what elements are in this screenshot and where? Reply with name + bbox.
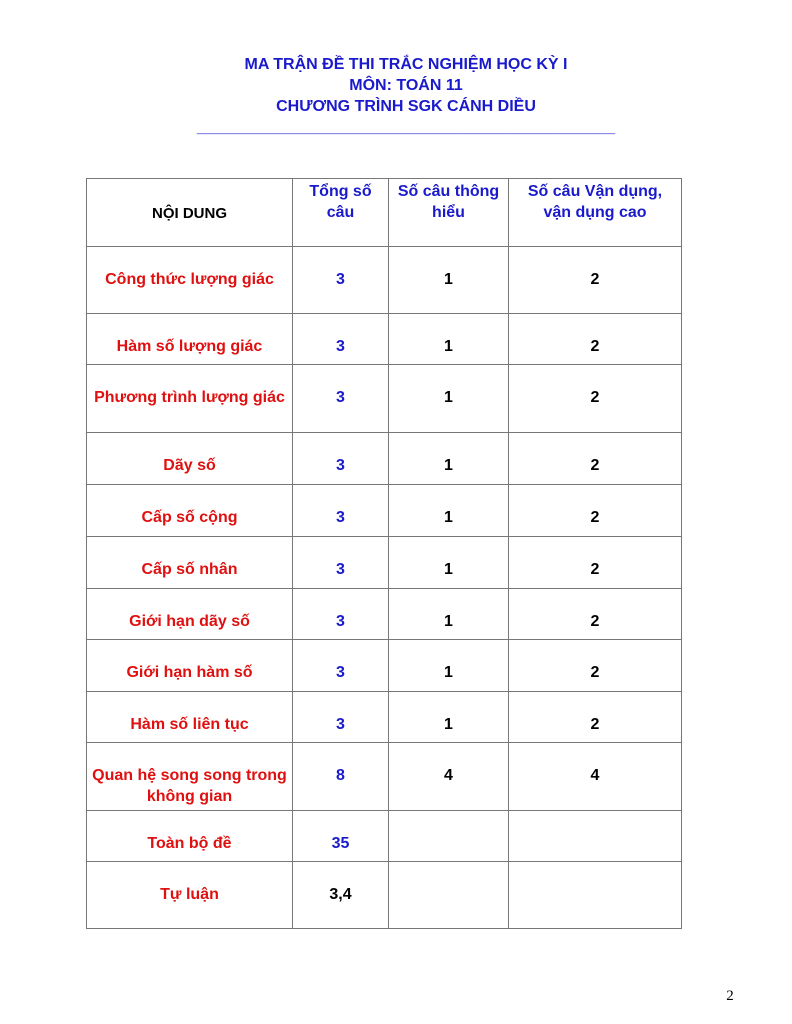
row-application: 2 (509, 314, 682, 365)
page-number: 2 (726, 988, 734, 1004)
table-row (87, 811, 682, 862)
table-row (87, 365, 682, 433)
row-application: 2 (509, 365, 682, 433)
row-topic: Phương trình lượng giác (87, 365, 293, 433)
row-topic: Giới hạn hàm số (87, 640, 293, 692)
row-total: 3 (293, 537, 389, 589)
row-comprehension: 1 (389, 589, 509, 640)
row-application: 2 (509, 247, 682, 314)
row-total: 3 (293, 314, 389, 365)
row-comprehension: 1 (389, 537, 509, 589)
row-topic: Cấp số nhân (87, 537, 293, 589)
table-row (87, 862, 682, 929)
header-total: Tổng số câu (293, 179, 389, 247)
row-application (509, 811, 682, 862)
table-row (87, 589, 682, 640)
document-header (0, 54, 792, 138)
table-row (87, 485, 682, 537)
header-comprehension: Số câu thông hiểu (389, 179, 509, 247)
row-application: 2 (509, 537, 682, 589)
row-application: 2 (509, 692, 682, 743)
row-comprehension: 4 (389, 743, 509, 811)
row-total: 3 (293, 365, 389, 433)
table-row (87, 433, 682, 485)
title-line-2: MÔN: TOÁN 11 (349, 77, 463, 94)
row-comprehension (389, 862, 509, 929)
row-comprehension: 1 (389, 365, 509, 433)
row-application: 2 (509, 589, 682, 640)
row-total: 3 (293, 692, 389, 743)
row-topic: Hàm số liên tục (87, 692, 293, 743)
row-total: 3 (293, 485, 389, 537)
row-comprehension: 1 (389, 692, 509, 743)
row-topic: Cấp số cộng (87, 485, 293, 537)
table-header-row (87, 179, 682, 247)
row-application: 2 (509, 485, 682, 537)
row-total: 3 (293, 640, 389, 692)
row-comprehension: 1 (389, 433, 509, 485)
row-application (509, 862, 682, 929)
row-application: 2 (509, 640, 682, 692)
row-comprehension: 1 (389, 314, 509, 365)
header-content: NỘI DUNG (87, 179, 293, 247)
row-total: 3 (293, 247, 389, 314)
title-underline-rule: _______________________________________________ (196, 119, 616, 136)
row-topic: Giới hạn dãy số (87, 589, 293, 640)
table-row (87, 743, 682, 811)
row-comprehension: 1 (389, 640, 509, 692)
table-row (87, 247, 682, 314)
row-comprehension: 1 (389, 247, 509, 314)
row-application: 4 (509, 743, 682, 811)
row-comprehension (389, 811, 509, 862)
row-total: 3 (293, 589, 389, 640)
row-application: 2 (509, 433, 682, 485)
table-row (87, 537, 682, 589)
row-topic: Toàn bộ đề (87, 811, 293, 862)
row-total: 35 (293, 811, 389, 862)
row-topic: Hàm số lượng giác (87, 314, 293, 365)
header-application: Số câu Vận dụng, vận dụng cao (509, 179, 682, 247)
table-row (87, 314, 682, 365)
row-total: 3,4 (293, 862, 389, 929)
row-total: 3 (293, 433, 389, 485)
row-topic: Quan hệ song song trong không gian (87, 743, 293, 811)
row-comprehension: 1 (389, 485, 509, 537)
title-line-3: CHƯƠNG TRÌNH SGK CÁNH DIỀU (276, 98, 536, 115)
exam-matrix-table (86, 178, 682, 929)
row-topic: Dãy số (87, 433, 293, 485)
row-topic: Tự luận (87, 862, 293, 929)
title-line-1: MA TRẬN ĐỀ THI TRẮC NGHIỆM HỌC KỲ I (244, 56, 568, 73)
table-row (87, 640, 682, 692)
row-topic: Công thức lượng giác (87, 247, 293, 314)
row-total: 8 (293, 743, 389, 811)
table-row (87, 692, 682, 743)
